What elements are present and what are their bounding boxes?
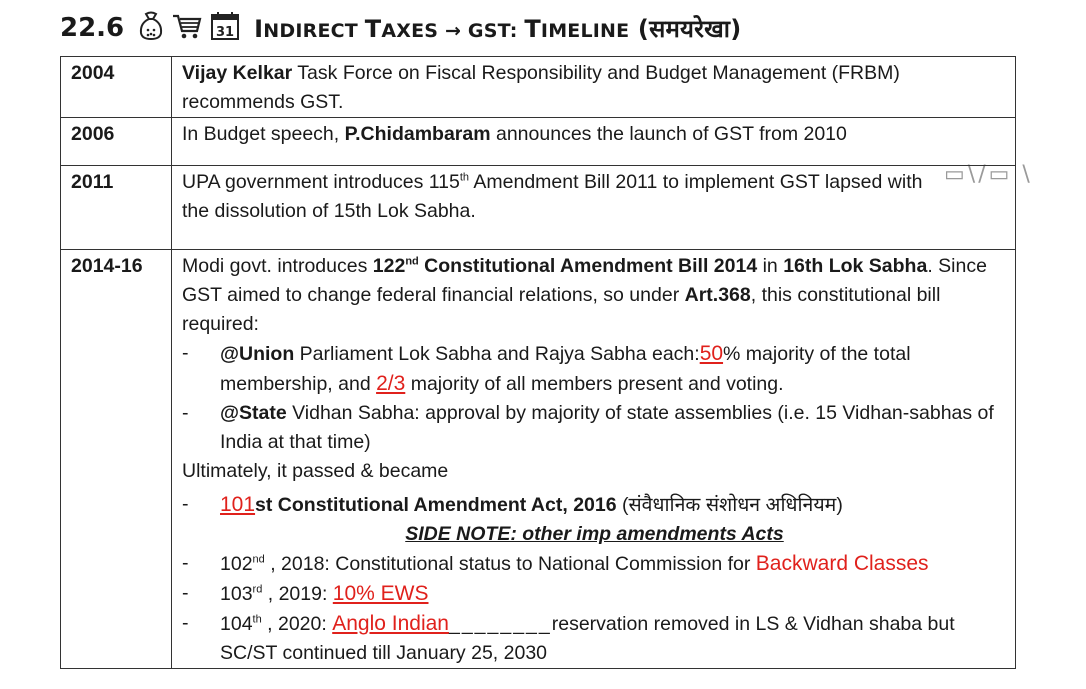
page-title: INDIRECT TAXES → GST: TIMELINE (समयरेखा): [254, 14, 742, 43]
list-item-104: - 104th , 2020: Anglo Indian________reservation removed in LS & Vidhan shaba but SC/ST continued till January 25, 2030: [182, 609, 1007, 668]
bill-description: Modi govt. introduces 122nd Constitutional Amendment Bill 2014 in 16th Lok Sabha. Since GST aimed to change federal financial relations, so under Art.368, this constitutional bill required:: [182, 255, 987, 335]
handwritten-fill: 2/3: [376, 372, 406, 395]
event-cell: In Budget speech, P.Chidambaram announces the launch of GST from 2010: [172, 118, 1016, 166]
calendar-icon: [210, 11, 240, 46]
section-heading: [60, 6, 741, 50]
section-number: 22.6: [60, 13, 125, 43]
table-row: [61, 57, 1016, 118]
stray-marks: ▭\/▭ \: [944, 162, 1033, 187]
year-cell: 2004: [61, 57, 172, 118]
year-cell: 2011: [61, 166, 172, 250]
year-cell: 2006: [61, 118, 172, 166]
list-item-state: - @State Vidhan Sabha: approval by majority of state assemblies (i.e. 15 Vidhan-sabhas of India at that time): [182, 399, 1007, 457]
handwritten-fill: 10% EWS: [332, 582, 429, 605]
event-cell: UPA government introduces 115th Amendment Bill 2011 to implement GST lapsed with the dissolution of 15th Lok Sabha.: [172, 166, 1016, 250]
event-cell: [172, 250, 1016, 669]
list-item-act: - 101st Constitutional Amendment Act, 2016 (संवैधानिक संशोधन अधिनियम): [182, 490, 1007, 520]
event-cell: Vijay Kelkar Task Force on Fiscal Responsibility and Budget Management (FRBM) recommends GST.: [172, 57, 1016, 118]
list-item-union: - @Union Parliament Lok Sabha and Rajya Sabha each:50% majority of the total membership, and 2/3 majority of all members present and voting.: [182, 339, 1007, 399]
year-cell: 2014-16: [61, 250, 172, 669]
handwritten-fill: Anglo Indian: [332, 612, 449, 635]
ultimately-text: Ultimately, it passed & became: [182, 460, 449, 482]
handwritten-fill: 50: [699, 342, 724, 365]
side-note-heading: SIDE NOTE: other imp amendments Acts: [405, 523, 784, 545]
svg-text:31: 31: [216, 24, 235, 40]
table-row: [61, 166, 1016, 250]
list-item-103: - 103rd , 2019: 10% EWS: [182, 579, 1007, 609]
shopping-cart-icon: [172, 11, 202, 46]
handwritten-fill: 101: [220, 493, 256, 516]
gst-timeline-table: [60, 56, 1016, 669]
money-bag-icon: [138, 11, 164, 46]
table-row: [61, 250, 1016, 669]
table-row: [61, 118, 1016, 166]
handwritten-fill: Backward Classes: [755, 552, 929, 575]
list-item-102: - 102nd , 2018: Constitutional status to National Commission for Backward Classes: [182, 549, 1007, 579]
